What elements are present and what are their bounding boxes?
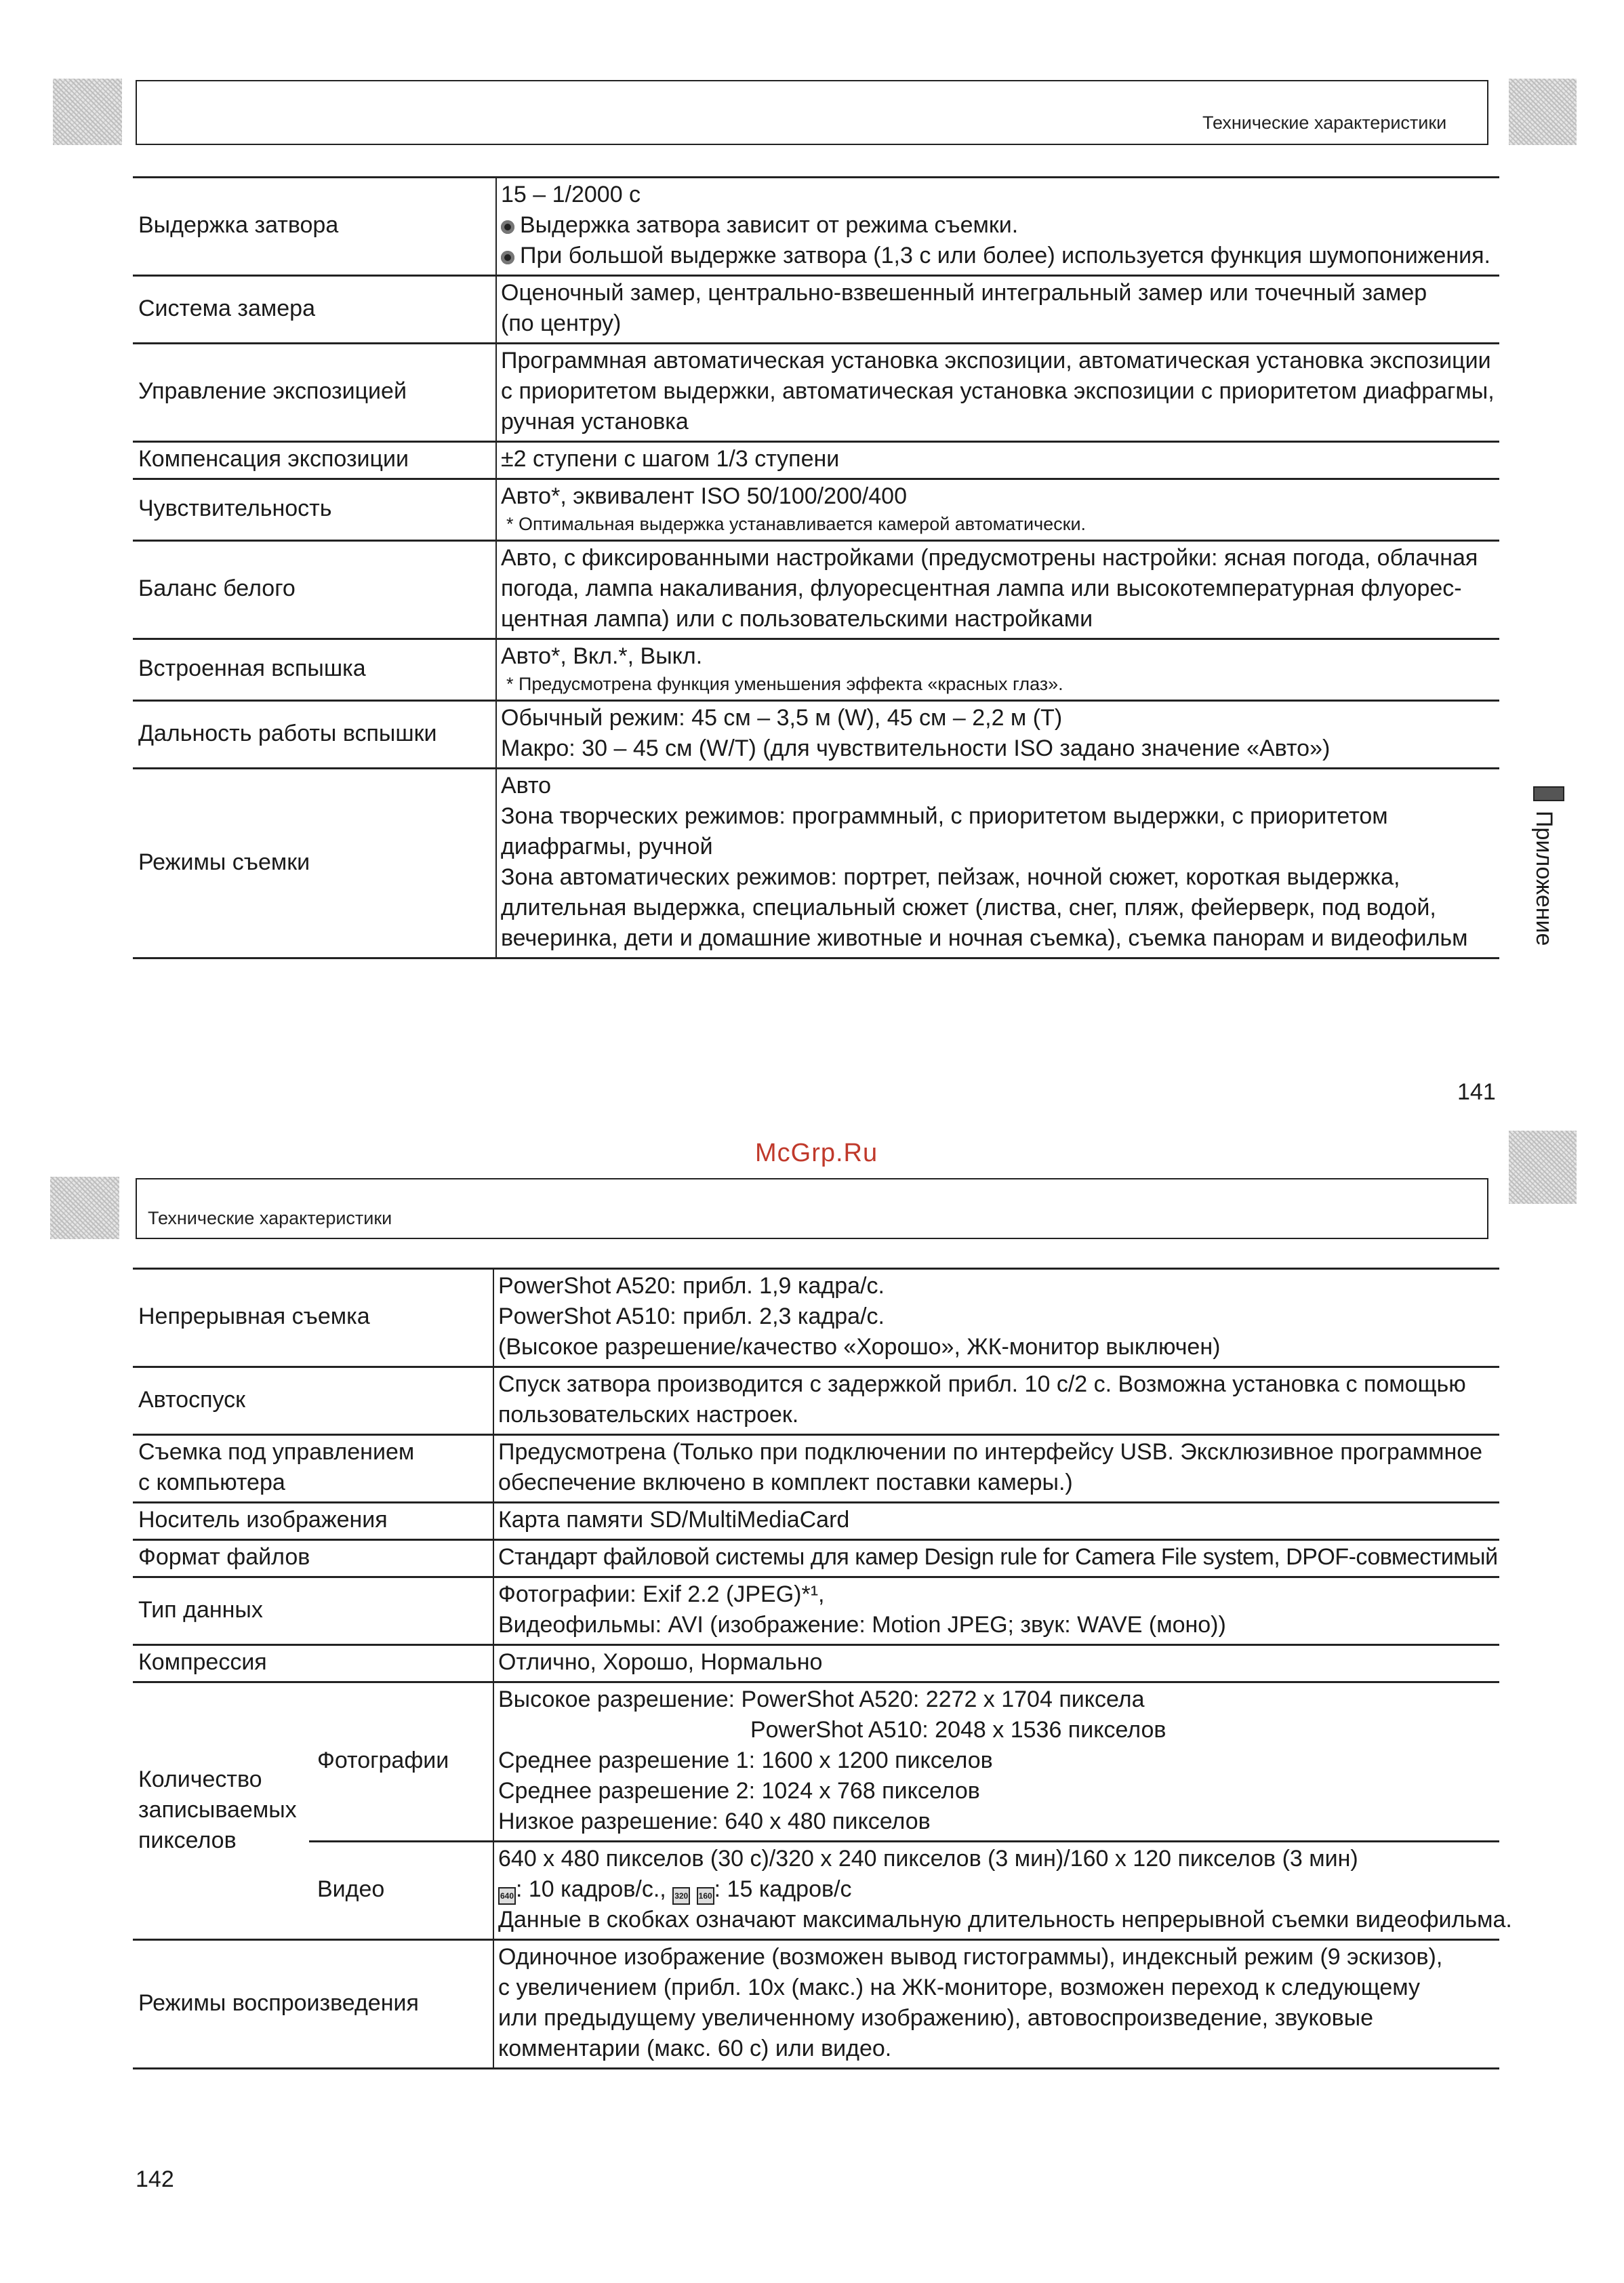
table-row [133, 701, 1499, 769]
row-value: Авто, с фиксированными настройками (предусмотрены настройки: ясная погода, облачная [501, 545, 1478, 571]
table-row [133, 1269, 1499, 1367]
row-value: Зона творческих режимов: программный, с приоритетом выдержки, с приоритетом [501, 803, 1388, 829]
table-row [133, 1842, 1499, 1940]
row-value: Фотографии: Exif 2.2 (JPEG)*¹, [498, 1581, 825, 1607]
movie-320-icon: 320 [672, 1887, 690, 1905]
table-row [133, 442, 1499, 479]
table-row [133, 1682, 1499, 1842]
row-label: с компьютера [138, 1470, 285, 1495]
row-value: Авто [501, 773, 552, 799]
row-label: Баланс белого [133, 541, 496, 639]
movie-160-icon: 160 [697, 1887, 714, 1905]
row-value: PowerShot A520: прибл. 1,9 кадра/с. [498, 1273, 885, 1299]
row-value: : 10 кадров/с., [516, 1876, 666, 1902]
row-footnote: * Предусмотрена функция уменьшения эффекта «красных глаз». [506, 674, 1063, 694]
corner-hatch-top-left [53, 79, 122, 145]
row-value: пользовательских настроек. [498, 1402, 799, 1428]
spec-table-top [133, 176, 1499, 959]
table-row [133, 1540, 1499, 1577]
row-value: с увеличением (прибл. 10x (макс.) на ЖК-мониторе, возможен переход к следующему [498, 1975, 1420, 2000]
row-label: Встроенная вспышка [133, 639, 496, 701]
bullet-icon [501, 251, 514, 264]
row-label: Выдержка затвора [133, 178, 496, 276]
row-value: Спуск затвора производится с задержкой прибл. 10 с/2 с. Возможна установка с помощью [498, 1371, 1466, 1397]
table-row [133, 1503, 1499, 1540]
movie-640-icon: 640 [498, 1887, 516, 1905]
row-value: Зона автоматических режимов: портрет, пейзаж, ночной сюжет, короткая выдержка, [501, 864, 1400, 890]
page-header-title-bottom: Технические характеристики [148, 1208, 392, 1228]
row-label: Количество [138, 1766, 262, 1792]
row-value: или предыдущему увеличенному изображению), автовоспроизведение, звуковые [498, 2005, 1374, 2031]
row-value: обеспечение включено в комплект поставки камеры.) [498, 1470, 1073, 1495]
row-value: Среднее разрешение 2: 1024 x 768 пикселов [498, 1778, 980, 1804]
row-value: диафрагмы, ручной [501, 834, 713, 860]
row-value: (Высокое разрешение/качество «Хорошо», ЖК-монитор выключен) [498, 1334, 1221, 1360]
row-label: Автоспуск [133, 1367, 493, 1435]
row-label: Система замера [133, 276, 496, 344]
row-value: 640 x 480 пикселов (30 с)/320 x 240 пикселов (3 мин)/160 x 120 пикселов (3 мин) [498, 1846, 1358, 1872]
row-value: Обычный режим: 45 см – 3,5 м (W), 45 см – 2,2 м (T) [501, 705, 1063, 731]
row-label: пикселов [138, 1827, 237, 1853]
row-value: Низкое разрешение: 640 x 480 пикселов [498, 1809, 931, 1834]
row-value: Макро: 30 – 45 см (W/T) (для чувствительности ISO задано значение «Авто») [501, 735, 1331, 761]
page-header-title-top: Технические характеристики [1202, 113, 1447, 133]
row-value: центная лампа) или с пользовательскими настройками [501, 606, 1093, 632]
table-row [133, 479, 1499, 541]
row-value: : 15 кадров/с [714, 1876, 852, 1902]
corner-hatch-mid-left [50, 1177, 119, 1239]
table-row [133, 276, 1499, 344]
table-row [133, 541, 1499, 639]
row-value: Авто*, Вкл.*, Выкл. [501, 643, 703, 669]
row-value: При большой выдержке затвора (1,3 с или более) используется функция шумопонижения. [520, 243, 1490, 268]
row-value: Предусмотрена (Только при подключении по интерфейсу USB. Эксклюзивное программное [498, 1439, 1483, 1465]
row-label: Режимы воспроизведения [133, 1940, 493, 2069]
table-row [133, 1435, 1499, 1503]
row-value: (по центру) [501, 310, 622, 336]
row-value: Данные в скобках означают максимальную длительность непрерывной съемки видеофильма. [498, 1907, 1512, 1933]
corner-hatch-top-right [1509, 79, 1577, 145]
table-row [133, 1940, 1499, 2069]
row-label: Дальность работы вспышки [133, 701, 496, 769]
row-value: Программная автоматическая установка экспозиции, автоматическая установка экспозиции [501, 348, 1491, 373]
corner-hatch-mid-right [1509, 1131, 1577, 1204]
row-label: Формат файлов [133, 1540, 493, 1577]
table-row [133, 1367, 1499, 1435]
row-value: ручная установка [501, 409, 689, 435]
row-value: Одиночное изображение (возможен вывод гистограммы), индексный режим (9 эскизов), [498, 1944, 1443, 1970]
table-row [133, 178, 1499, 276]
row-label: Чувствительность [133, 479, 496, 541]
page-number-141: 141 [1457, 1079, 1496, 1105]
row-value: Видеофильмы: AVI (изображение: Motion JPEG; звук: WAVE (моно)) [498, 1612, 1226, 1638]
row-label: Режимы съемки [133, 769, 496, 958]
appendix-side-label: Приложение [1531, 811, 1557, 946]
row-label: Непрерывная съемка [133, 1269, 493, 1367]
row-sublabel: Видео [309, 1842, 493, 1940]
row-value: Среднее разрешение 1: 1600 x 1200 пикселов [498, 1747, 993, 1773]
bullet-icon [501, 220, 514, 234]
row-value: комментарии (макс. 60 с) или видео. [498, 2036, 892, 2061]
row-value: ±2 ступени с шагом 1/3 ступени [501, 446, 840, 472]
page-number-142: 142 [136, 2166, 174, 2192]
row-value: Отлично, Хорошо, Нормально [498, 1649, 823, 1675]
row-label: Компенсация экспозиции [133, 442, 496, 479]
row-sublabel: Фотографии [309, 1682, 493, 1842]
row-value: PowerShot A510: 2048 x 1536 пикселов [750, 1717, 1166, 1743]
row-value: Высокое разрешение: PowerShot A520: 2272 x 1704 пиксела [498, 1686, 1145, 1712]
row-value: вечеринка, дети и домашние животные и ночная съемка), съемка панорам и видеофильм [501, 925, 1468, 951]
row-value: Выдержка затвора зависит от режима съемки. [520, 212, 1019, 238]
row-label: Носитель изображения [133, 1503, 493, 1540]
table-row [133, 344, 1499, 442]
row-value: Стандарт файловой системы для камер Design rule for Camera File system, DPOF-совместимый [498, 1544, 1498, 1570]
table-row [133, 769, 1499, 958]
table-row [133, 1645, 1499, 1682]
spec-table-bottom [133, 1268, 1512, 2069]
row-value: Оценочный замер, центрально-взвешенный интегральный замер или точечный замер [501, 280, 1427, 306]
table-row [133, 1577, 1499, 1645]
row-label: Тип данных [133, 1577, 493, 1645]
row-label: Съемка под управлением [138, 1439, 415, 1465]
row-value: погода, лампа накаливания, флуоресцентная лампа или высокотемпературная флуорес- [501, 575, 1462, 601]
watermark: McGrp.Ru [755, 1139, 878, 1167]
row-value: Карта памяти SD/MultiMediaCard [498, 1507, 850, 1533]
row-value: с приоритетом выдержки, автоматическая установка экспозиции с приоритетом диафрагмы, [501, 378, 1495, 404]
row-value: PowerShot A510: прибл. 2,3 кадра/с. [498, 1304, 885, 1329]
row-value: Авто*, эквивалент ISO 50/100/200/400 [501, 483, 907, 509]
row-label: записываемых [138, 1796, 297, 1823]
row-value: 15 – 1/2000 с [501, 182, 641, 207]
row-label: Компрессия [133, 1645, 493, 1682]
row-value: длительная выдержка, специальный сюжет (листва, снег, пляж, фейерверк, под водой, [501, 895, 1436, 921]
row-footnote: * Оптимальная выдержка устанавливается камерой автоматически. [506, 514, 1087, 534]
appendix-tab-marker [1533, 786, 1564, 801]
table-row [133, 639, 1499, 701]
row-label: Управление экспозицией [133, 344, 496, 442]
